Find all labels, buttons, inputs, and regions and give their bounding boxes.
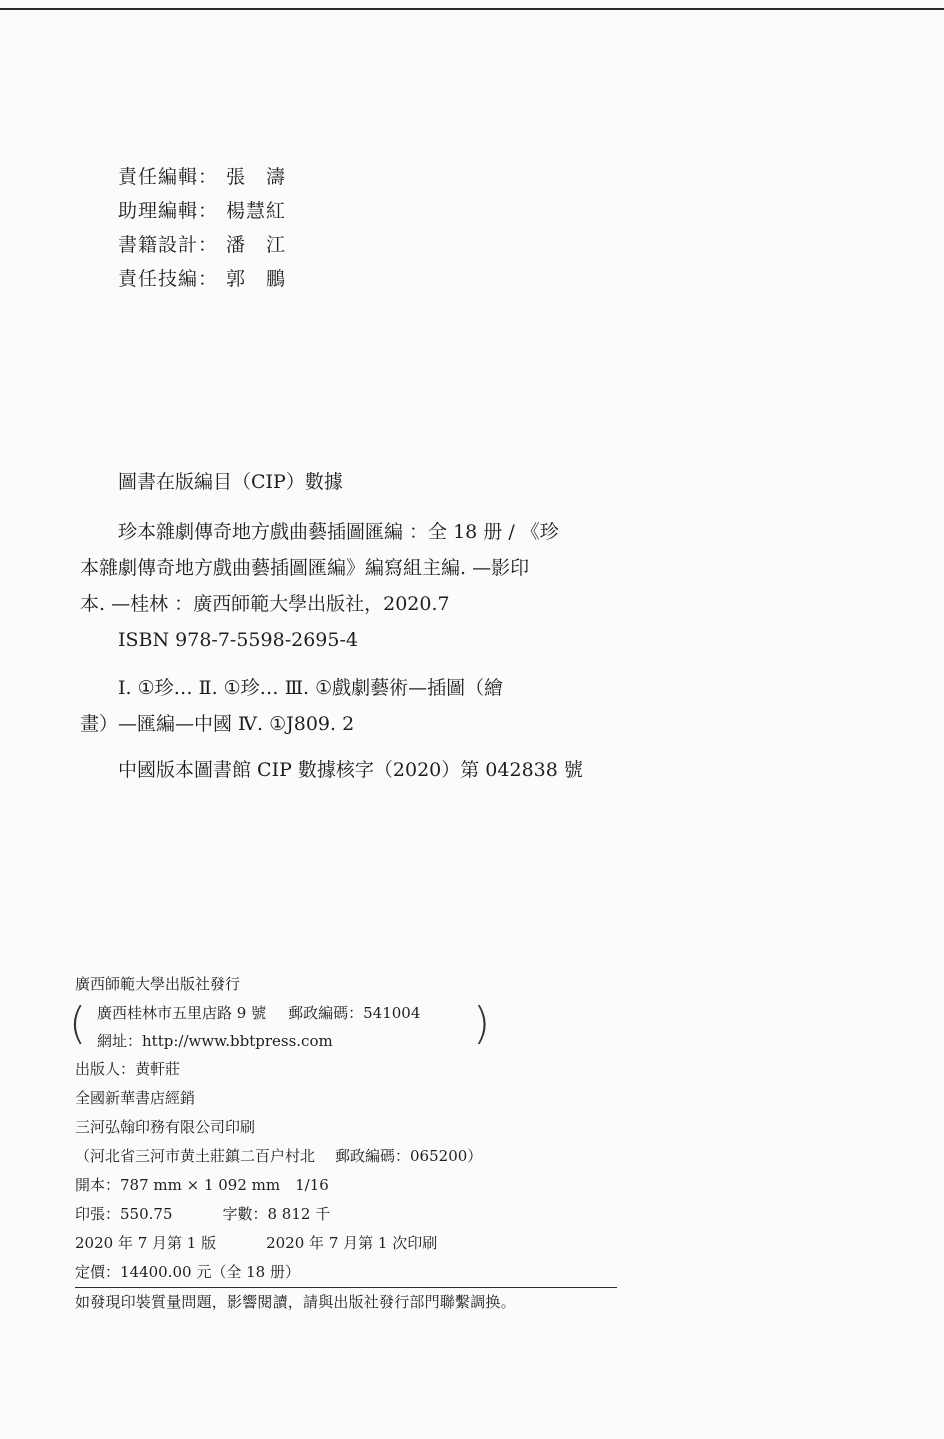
cip-title-line: 本雜劇傳奇地方戲曲藝插圖匯編》編寫組主編. —影印 bbox=[80, 557, 530, 579]
cip-heading: 圖書在版編目（CIP）數據 bbox=[118, 471, 343, 493]
staff-person: 張 濤 bbox=[226, 166, 287, 188]
left-parenthesis: ( bbox=[69, 998, 87, 1049]
website-url: http://www.bbtpress.com bbox=[142, 1032, 333, 1050]
edition: 2020 年 7 月第 1 版 bbox=[75, 1234, 217, 1252]
staff-person: 楊慧紅 bbox=[226, 200, 287, 222]
printing: 2020 年 7 月第 1 次印刷 bbox=[266, 1234, 438, 1252]
staff-credits bbox=[118, 160, 286, 296]
sheets-and-words bbox=[75, 1200, 635, 1229]
staff-role: 助理編輯： bbox=[118, 200, 219, 222]
book-format: 開本：787 mm × 1 092 mm 1/16 bbox=[75, 1176, 329, 1194]
staff-row-editor bbox=[118, 160, 286, 194]
quality-notice: 如發現印裝質量問題，影響閱讀，請與出版社發行部門聯繫調换。 bbox=[75, 1293, 516, 1311]
staff-row-assistant-editor bbox=[118, 194, 286, 228]
sheets: 印張：550.75 bbox=[75, 1205, 173, 1223]
address-line bbox=[97, 999, 420, 1027]
cip-block bbox=[80, 464, 640, 788]
cip-title-line: 珍本雜劇傳奇地方戲曲藝插圖匯編 ：全 18 册 / 《珍 bbox=[118, 521, 559, 543]
top-border-line bbox=[0, 8, 944, 10]
printer: 三河弘翰印務有限公司印刷 bbox=[75, 1118, 256, 1136]
imprint-block bbox=[69, 970, 635, 1317]
staff-role: 責任技編： bbox=[118, 268, 219, 290]
cip-number: 中國版本圖書館 CIP 數據核字（2020）第 042838 號 bbox=[118, 759, 583, 781]
cip-isbn: ISBN 978-7-5598-2695-4 bbox=[118, 629, 358, 651]
website-label: 網址： bbox=[97, 1032, 143, 1050]
printer-postcode: 郵政編碼：065200） bbox=[335, 1147, 483, 1165]
staff-role: 責任編輯： bbox=[118, 166, 219, 188]
postcode: 541004 bbox=[363, 1004, 421, 1022]
word-count: 字數：8 812 千 bbox=[222, 1205, 331, 1223]
right-parenthesis: ) bbox=[473, 998, 491, 1049]
edition-and-printing bbox=[75, 1229, 635, 1258]
postcode-label: 郵政編碼： bbox=[288, 1004, 364, 1022]
staff-role: 書籍設計： bbox=[118, 234, 219, 256]
staff-row-book-designer bbox=[118, 228, 286, 262]
issuer: 廣西師範大學出版社發行 bbox=[75, 975, 241, 993]
distributor: 全國新華書店經銷 bbox=[75, 1089, 196, 1107]
cip-classification-line: 畫）—匯編—中國 Ⅳ. ①J809. 2 bbox=[80, 713, 355, 735]
publisher: 出版人：黄軒莊 bbox=[75, 1060, 181, 1078]
staff-person: 郭 鵬 bbox=[226, 268, 287, 290]
staff-row-technical-editor bbox=[118, 262, 286, 296]
price: 定價：14400.00 元（全 18 册） bbox=[75, 1258, 617, 1288]
printer-address: （河北省三河市黄土莊鎮二百户村北 bbox=[75, 1147, 316, 1165]
website-line bbox=[97, 1027, 333, 1055]
staff-person: 潘 江 bbox=[226, 234, 287, 256]
cip-classification-line: Ⅰ. ①珍… Ⅱ. ①珍… Ⅲ. ①戲劇藝術—插圖（繪 bbox=[118, 677, 504, 699]
cip-title-line: 本. —桂林 ：廣西師範大學出版社，2020.7 bbox=[80, 593, 450, 615]
address: 廣西桂林市五里店路 9 號 bbox=[97, 1004, 267, 1022]
printer-address-line bbox=[75, 1142, 635, 1171]
issuer-address-group bbox=[69, 998, 635, 1055]
